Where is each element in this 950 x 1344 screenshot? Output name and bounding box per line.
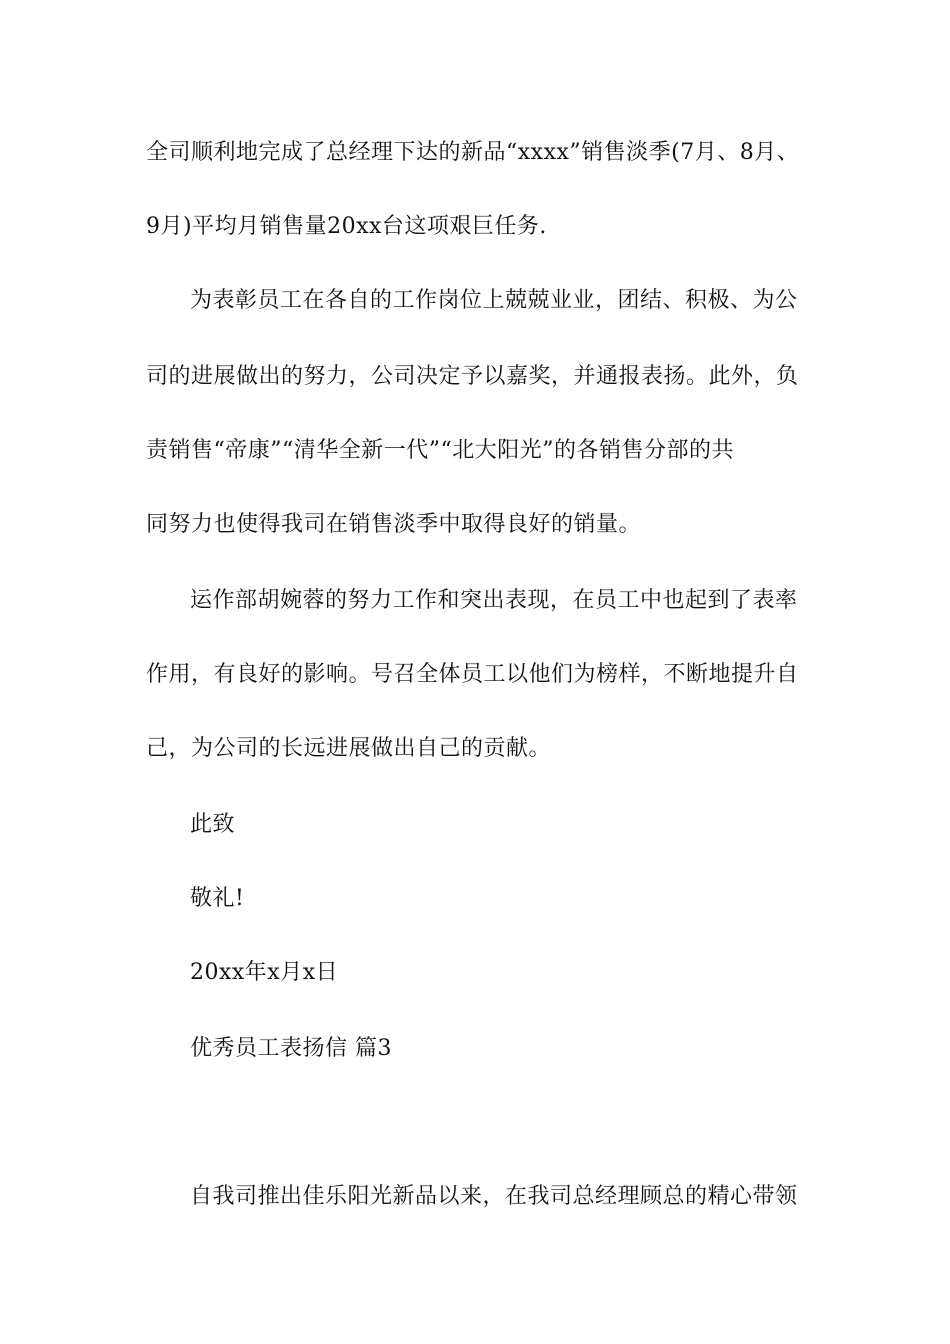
body-line-3: 为表彰员工在各自的工作岗位上兢兢业业，团结、积极、为公 — [190, 288, 798, 313]
body-line-1: 全司顺利地完成了总经理下达的新品“xxxx”销售淡季(7月、8月、 — [146, 140, 800, 165]
body-line-2: 9月)平均月销售量20xx台这项艰巨任务. — [146, 214, 547, 239]
body-line-5: 责销售“帝康”“清华全新一代”“北大阳光”的各销售分部的共 — [146, 438, 734, 463]
letter-date: 20xx年x月x日 — [190, 960, 339, 985]
body-line-7: 运作部胡婉蓉的努力工作和突出表现，在员工中也起到了表率 — [190, 588, 798, 613]
body-line-9: 己，为公司的长远进展做出自己的贡献。 — [146, 736, 552, 761]
closing-regards: 敬礼! — [190, 886, 245, 911]
section-heading: 优秀员工表扬信 篇3 — [190, 1036, 392, 1061]
body-line-4: 司的进展做出的努力，公司决定予以嘉奖，并通报表扬。此外，负 — [146, 364, 799, 389]
body-line-14: 自我司推出佳乐阳光新品以来，在我司总经理顾总的精心带领 — [190, 1184, 798, 1209]
closing-salutation: 此致 — [190, 812, 236, 837]
body-line-8: 作用，有良好的影响。号召全体员工以他们为榜样，不断地提升自 — [146, 662, 799, 687]
body-line-6: 同努力也使得我司在销售淡季中取得良好的销量。 — [146, 512, 642, 537]
